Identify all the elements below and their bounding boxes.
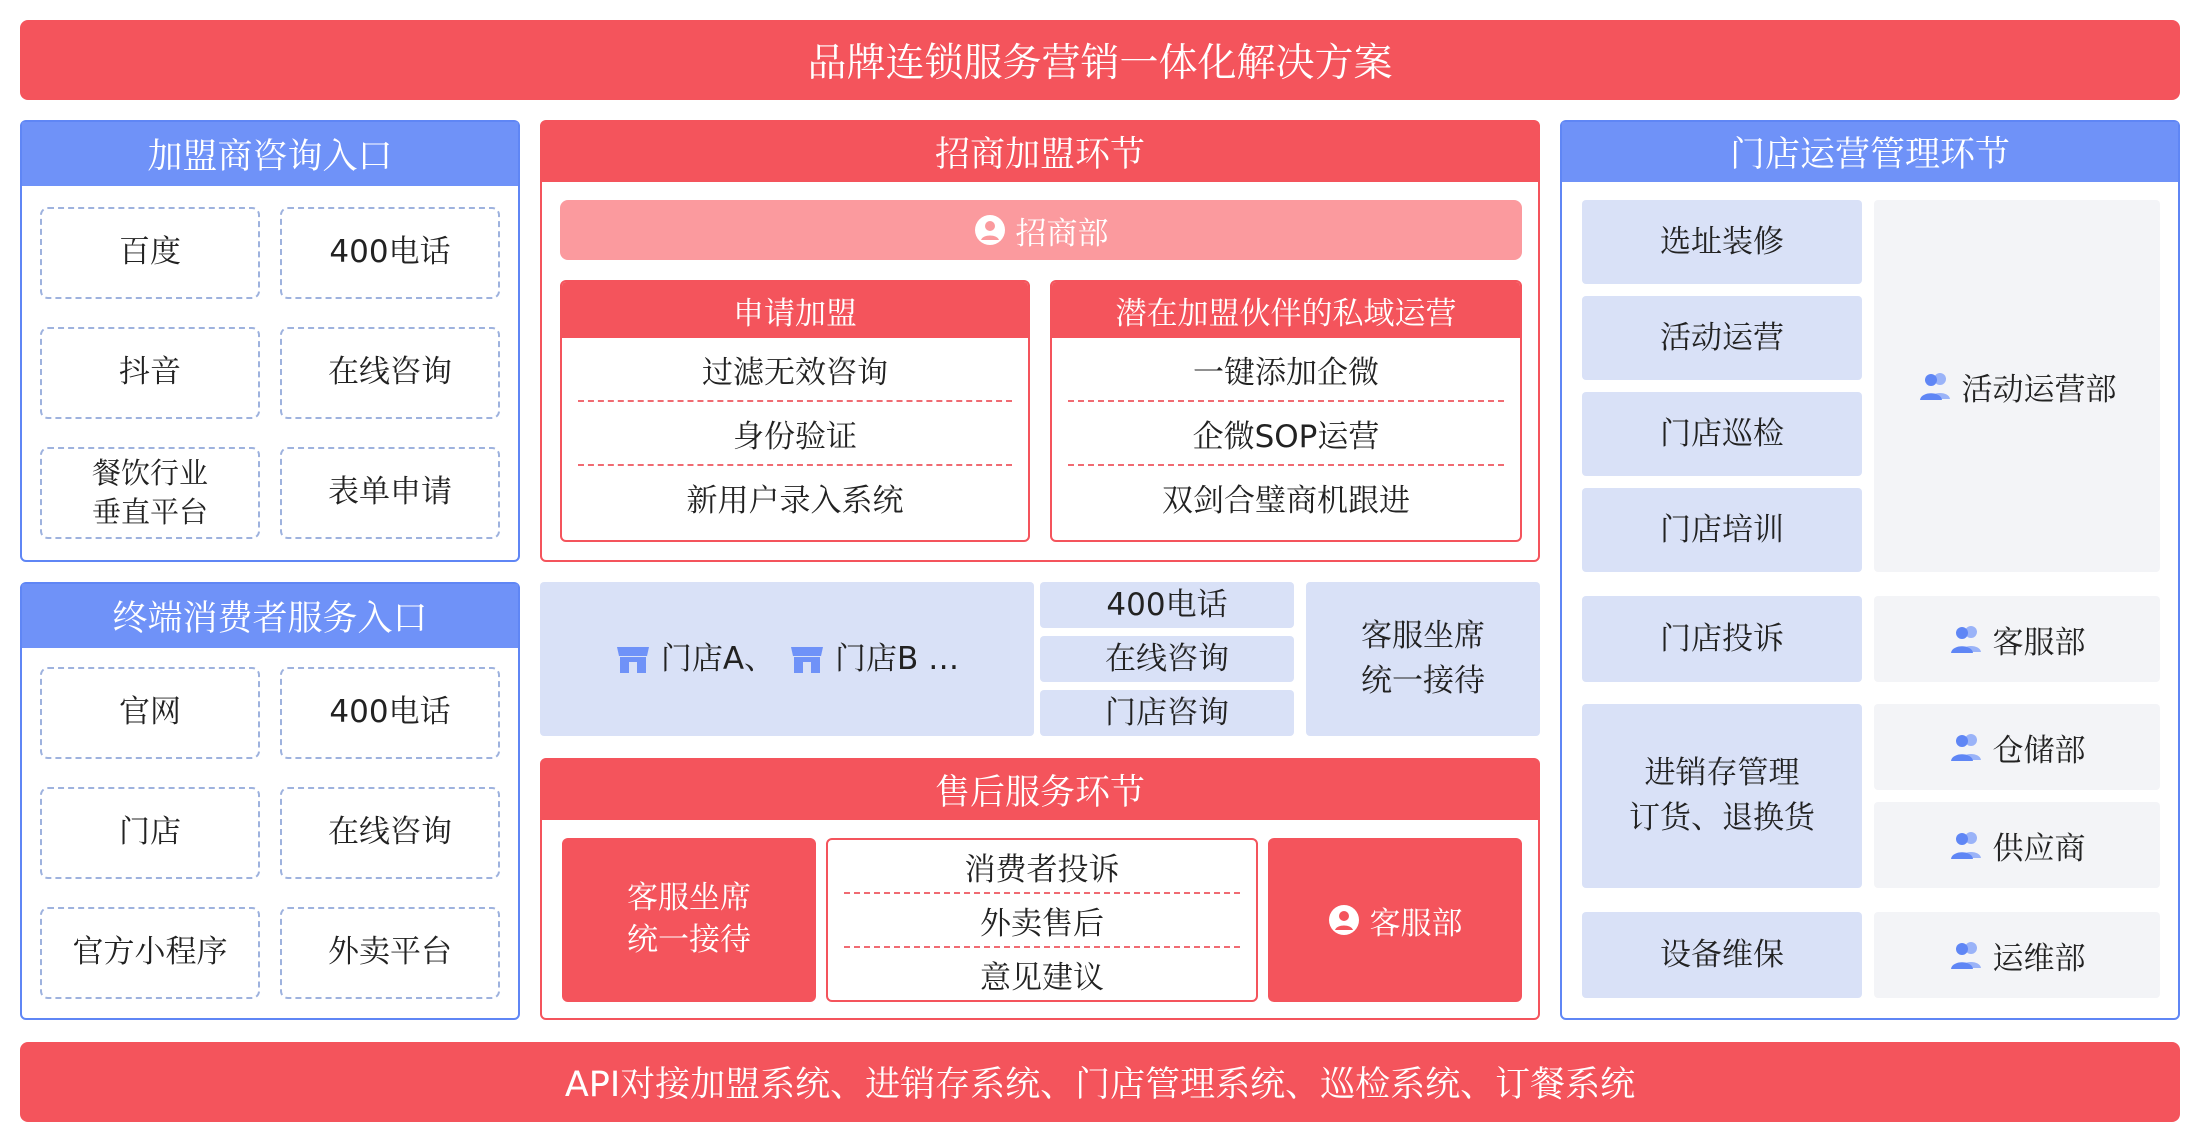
private-domain-header: 潜在加盟伙伴的私域运营 (1052, 282, 1520, 338)
consumer-entry-header: 终端消费者服务入口 (22, 584, 518, 648)
dept-operations: 运维部 (1874, 912, 2160, 998)
channel-store-consult[interactable]: 门店咨询 (1040, 690, 1294, 736)
task-inventory: 进销存管理 订货、退换货 (1582, 704, 1862, 888)
entry-item-online-consult[interactable]: 在线咨询 (280, 327, 500, 419)
entry-item-catering-platform[interactable]: 餐饮行业 垂直平台 (40, 447, 260, 539)
page-title: 品牌连锁服务营销一体化解决方案 (807, 41, 1393, 86)
dept-warehouse: 仓储部 (1874, 704, 2160, 790)
task-store-complaint: 门店投诉 (1582, 596, 1862, 682)
entry-item-400-phone[interactable]: 400电话 (280, 207, 500, 299)
consumer-item-website[interactable]: 官网 (40, 667, 260, 759)
aftersale-header: 售后服务环节 (542, 760, 1538, 820)
apply-franchise-header: 申请加盟 (562, 282, 1028, 338)
consumer-item-400-phone[interactable]: 400电话 (280, 667, 500, 759)
aftersale-row: 消费者投诉 (964, 851, 1120, 888)
team-icon (1949, 830, 1983, 860)
dept-activity-ops: 活动运营部 (1874, 200, 2160, 572)
footer-text: API对接加盟系统、进销存系统、门店管理系统、巡检系统、订餐系统 (564, 1065, 1636, 1105)
consumer-item-mini-program[interactable]: 官方小程序 (40, 907, 260, 999)
team-icon (1918, 371, 1952, 401)
footer-bar (20, 1042, 2180, 1122)
task-equipment-maintenance: 设备维保 (1582, 912, 1862, 998)
team-icon (1949, 624, 1983, 654)
aftersale-issues-box (826, 838, 1258, 1002)
apply-row: 身份验证 (733, 418, 857, 455)
recruit-dept-bar (560, 200, 1522, 260)
apply-row: 新用户录入系统 (686, 482, 904, 519)
recruit-header: 招商加盟环节 (542, 122, 1538, 182)
aftersale-service-seat: 客服坐席 统一接待 (562, 838, 816, 1002)
franchise-entry-header: 加盟商咨询入口 (22, 122, 518, 186)
store-b-label: 门店B … (835, 640, 960, 677)
entry-item-douyin[interactable]: 抖音 (40, 327, 260, 419)
task-activity-ops: 活动运营 (1582, 296, 1862, 380)
store-ops-header: 门店运营管理环节 (1562, 122, 2178, 182)
channel-400-phone[interactable]: 400电话 (1040, 582, 1294, 628)
private-row: 双剑合璧商机跟进 (1162, 482, 1410, 519)
store-a-label: 门店A、 (660, 640, 776, 677)
service-seat-box: 客服坐席 统一接待 (1306, 582, 1540, 736)
store-icon (789, 643, 825, 675)
consumer-item-store[interactable]: 门店 (40, 787, 260, 879)
user-icon (974, 214, 1006, 246)
consumer-item-delivery-platform[interactable]: 外卖平台 (280, 907, 500, 999)
title-bar (20, 20, 2180, 100)
dept-customer-service: 客服部 (1874, 596, 2160, 682)
aftersale-dept-box: 客服部 (1268, 838, 1522, 1002)
stores-box (540, 582, 1034, 736)
private-row: 企微SOP运营 (1192, 418, 1380, 455)
task-store-training: 门店培训 (1582, 488, 1862, 572)
team-icon (1949, 732, 1983, 762)
aftersale-row: 外卖售后 (980, 905, 1104, 942)
private-row: 一键添加企微 (1193, 354, 1379, 391)
consumer-item-online-consult[interactable]: 在线咨询 (280, 787, 500, 879)
task-store-inspection: 门店巡检 (1582, 392, 1862, 476)
team-icon (1949, 940, 1983, 970)
aftersale-row: 意见建议 (980, 959, 1104, 996)
apply-franchise-box (560, 280, 1030, 542)
user-icon (1328, 904, 1360, 936)
private-domain-box (1050, 280, 1522, 542)
task-site-decoration: 选址装修 (1582, 200, 1862, 284)
entry-item-baidu[interactable]: 百度 (40, 207, 260, 299)
dept-supplier: 供应商 (1874, 802, 2160, 888)
apply-row: 过滤无效咨询 (702, 354, 888, 391)
entry-item-form-apply[interactable]: 表单申请 (280, 447, 500, 539)
channel-online-consult[interactable]: 在线咨询 (1040, 636, 1294, 682)
recruit-dept-label: 招商部 (1015, 215, 1109, 252)
store-icon (615, 643, 651, 675)
